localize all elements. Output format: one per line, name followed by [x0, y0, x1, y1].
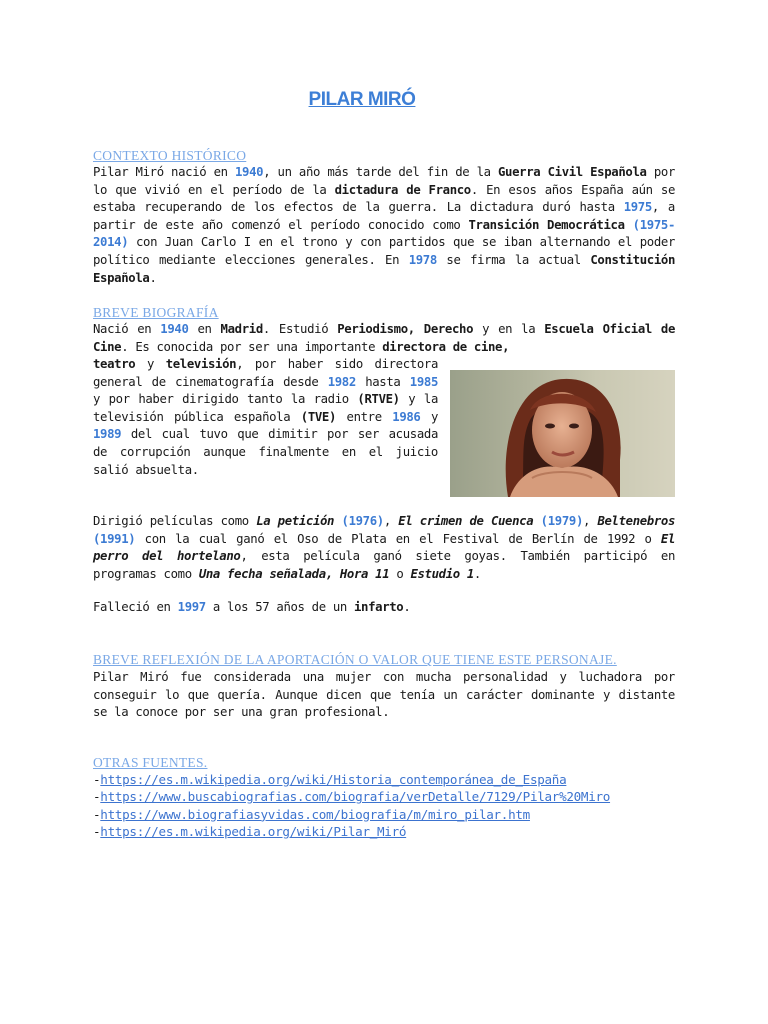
section-heading-context: CONTEXTO HISTÓRICO [93, 148, 247, 163]
portrait-icon [450, 370, 675, 497]
source-link[interactable]: https://es.m.wikipedia.org/wiki/Historia_contemporánea_de_España [100, 772, 567, 787]
page-title: PILAR MIRÓ [308, 89, 416, 110]
death-paragraph: Falleció en 1997 a los 57 años de un infarto. [93, 600, 411, 614]
source-item: -https://es.m.wikipedia.org/wiki/Pilar_Miró [93, 824, 407, 840]
section-heading-sources: OTRAS FUENTES. [93, 755, 208, 770]
films-paragraph: Dirigió películas como La petición (1976), El crimen de Cuenca (1979), Beltenebros (1991) con la cual ganó el Oso de Plata en el Festival de Berlín de 1992 o El perro del hortelano, esta película ganó siete goyas. También participó en programas como Una fecha señalada, Hora 11 o Estudio 1. [93, 514, 676, 581]
section-heading-reflection: BREVE REFLEXIÓN DE LA APORTACIÓN O VALOR QUE TIENE ESTE PERSONAJE. [93, 652, 617, 667]
source-item: -https://es.m.wikipedia.org/wiki/Historia_contemporánea_de_España [93, 772, 567, 787]
source-link[interactable]: https://es.m.wikipedia.org/wiki/Pilar_Miró [100, 824, 407, 840]
bio-paragraph: Nació en 1940 en Madrid. Estudió Periodismo, Derecho y en la Escuela Oficial de Cine. Es conocida por ser una importante directora de cine, [93, 322, 676, 354]
source-link[interactable]: https://www.buscabiografias.com/biografia/verDetalle/7129/Pilar%20Miro [100, 789, 611, 805]
context-paragraph: Pilar Miró nació en 1940, un año más tarde del fin de la Guerra Civil Española por lo que vivió en el período de la dictadura de Franco. En esos años España aún se estaba recuperando de los efectos de la guerra. La dictadura duró hasta 1975, a partir de este año comenzó el período conocido como Transición Democrática (1975-2014) con Juan Carlo I en el trono y con partidos que se iban alternando el poder político mediante elecciones generales. En 1978 se firma la actual Constitución Española. [93, 165, 676, 285]
bio-paragraph-wrap: teatro y televisión, por haber sido directora general de cinematografía desde 1982 hasta 1985 y por haber dirigido tanto la radio (RTVE) y la televisión pública española (TVE) entre 1986 y 1989 del cual tuvo que dimitir por ser acusada de corrupción aunque finalmente en el juicio salió absuelta. [93, 357, 439, 477]
portrait-photo [450, 370, 675, 497]
source-item: -https://www.buscabiografias.com/biografia/verDetalle/7129/Pilar%20Miro [93, 789, 611, 805]
reflection-paragraph: Pilar Miró fue considerada una mujer con mucha personalidad y luchadora por conseguir lo que quería. Aunque dicen que tenía un carácter dominante y distante se la conoce por ser una gran profesional. [93, 670, 675, 720]
sources-list [93, 771, 610, 841]
section-heading-bio: BREVE BIOGRAFÍA [93, 305, 219, 320]
source-item: -https://www.biografiasyvidas.com/biografia/m/miro_pilar.htm [93, 806, 530, 822]
source-link[interactable]: https://www.biografiasyvidas.com/biografia/m/miro_pilar.htm [100, 806, 530, 822]
